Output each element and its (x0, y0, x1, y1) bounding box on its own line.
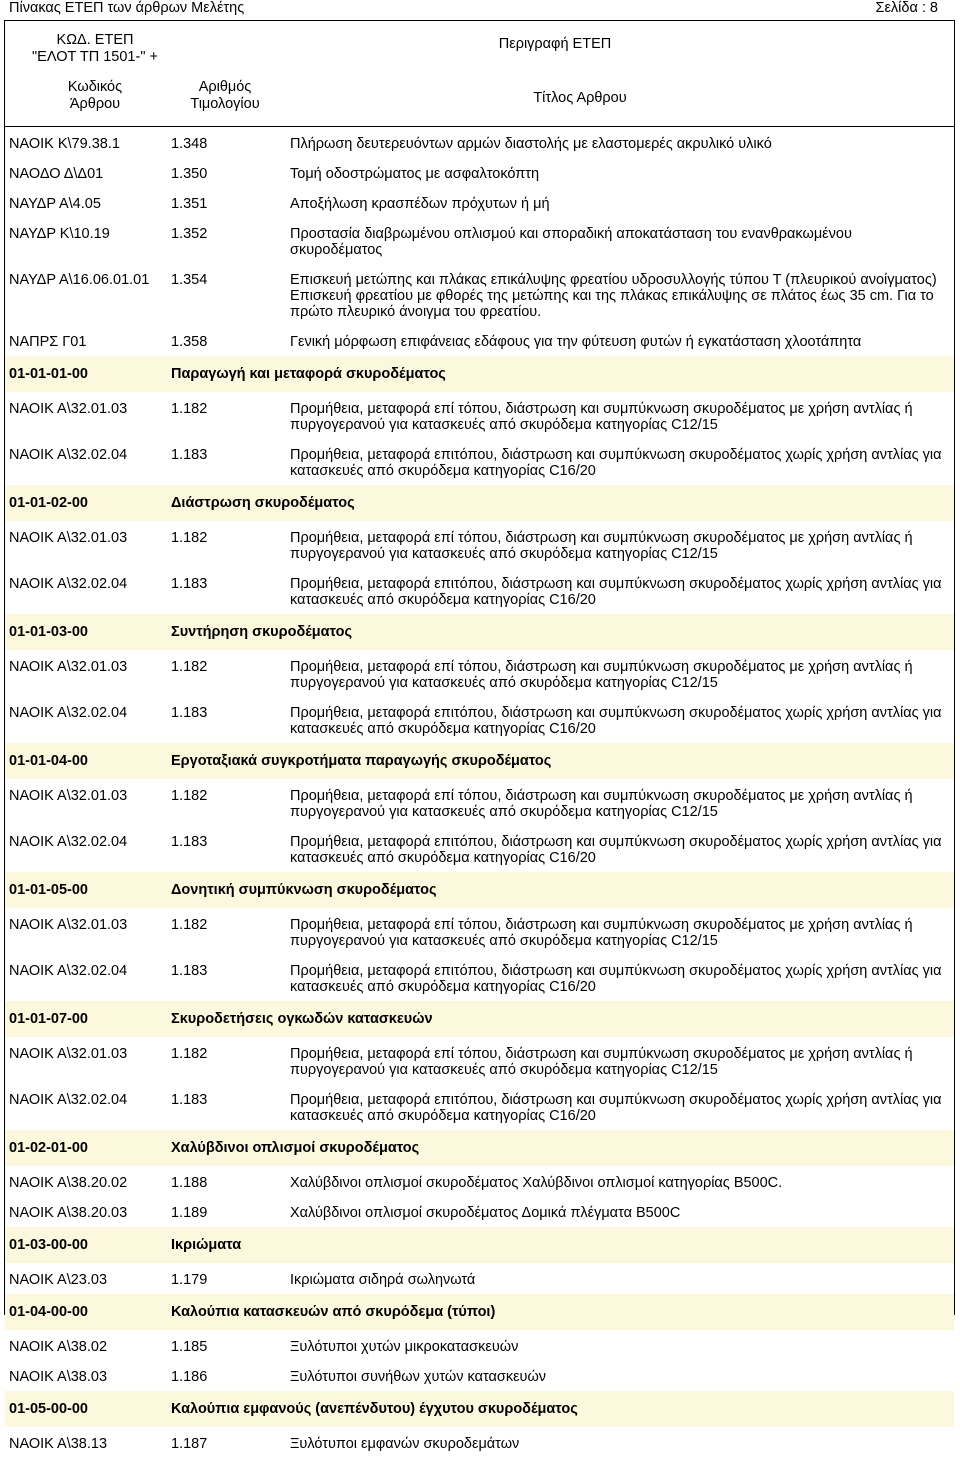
price-number: 1.183 (171, 705, 208, 721)
article-row (5, 217, 954, 263)
article-title: Πλήρωση δευτερευόντων αρμών διαστολής με ελαστομερές ακρυλικό υλικό (290, 136, 772, 152)
article-title: Προμήθεια, μεταφορά επί τόπου, διάστρωση και συμπύκνωση σκυροδέματος με χρήση αντλίας ή πυργογερανού για κατασκευές από σκυρόδεμα κατηγορίας C12/15 (290, 659, 913, 691)
article-table-body (5, 127, 954, 1457)
section-row (5, 742, 954, 779)
price-number: 1.350 (171, 166, 208, 182)
header-article-code-line2: Άρθρου (69, 96, 121, 112)
price-number: 1.189 (171, 1205, 208, 1221)
price-number: 1.183 (171, 834, 208, 850)
article-code: ΝΑΟΙΚ Α\32.02.04 (9, 963, 128, 979)
article-row (5, 1360, 954, 1390)
article-row (5, 567, 954, 613)
section-row (5, 1293, 954, 1330)
article-title: Ικριώματα σιδηρά σωληνωτά (290, 1272, 476, 1288)
price-number: 1.348 (171, 136, 208, 152)
price-number: 1.188 (171, 1175, 208, 1191)
section-row (5, 355, 954, 392)
article-title: Προμήθεια, μεταφορά επί τόπου, διάστρωση και συμπύκνωση σκυροδέματος με χρήση αντλίας ή πυργογερανού για κατασκευές από σκυρόδεμα κατηγορίας C12/15 (290, 401, 913, 433)
section-code: 01-01-01-00 (9, 366, 88, 382)
article-code: ΝΑΟΙΚ Α\38.20.03 (9, 1205, 128, 1221)
section-code: 01-01-03-00 (9, 624, 88, 640)
price-number: 1.187 (171, 1436, 208, 1452)
article-title: Προμήθεια, μεταφορά επί τόπου, διάστρωση και συμπύκνωση σκυροδέματος με χρήση αντλίας ή πυργογερανού για κατασκευές από σκυρόδεμα κατηγορίας C12/15 (290, 788, 913, 820)
article-row (5, 157, 954, 187)
section-row (5, 1226, 954, 1263)
price-number: 1.185 (171, 1339, 208, 1355)
header-price-number-line2: Τιμολογίου (190, 96, 260, 112)
section-description: Δονητική συμπύκνωση σκυροδέματος (171, 882, 437, 898)
article-title: Προμήθεια, μεταφορά επιτόπου, διάστρωση και συμπύκνωση σκυροδέματος χωρίς χρήση αντλίας για κατασκευές από σκυρόδεμα κατηγορίας C16/20 (290, 447, 942, 479)
article-row (5, 263, 954, 325)
section-description: Καλούπια εμφανούς (ανεπένδυτου) έγχυτου σκυροδέματος (171, 1401, 578, 1417)
article-title: Επισκευή μετώπης και πλάκας επικάλυψης φρεατίου υδροσυλλογής τύπου Τ (πλευρικού ανοίγματος) Επισκευή φρεατίου με φθορές της μετώπης και της πλάκας επικάλυψης σε πλάτος έως 35 cm. Για το πρώτο πλευρικό άνοιγμα του φρεατίου. (290, 272, 937, 320)
article-code: ΝΑΟΙΚ Α\32.01.03 (9, 917, 128, 933)
article-row (5, 127, 954, 157)
section-description: Χαλύβδινοι οπλισμοί σκυροδέματος (171, 1140, 420, 1156)
section-code: 01-02-01-00 (9, 1140, 88, 1156)
article-row (5, 696, 954, 742)
article-row (5, 908, 954, 954)
header-article-code-line1: Κωδικός (67, 79, 123, 95)
article-code: ΝΑΟΙΚ Α\38.13 (9, 1436, 108, 1452)
article-row (5, 1427, 954, 1457)
price-number: 1.182 (171, 917, 208, 933)
article-row (5, 1037, 954, 1083)
article-row (5, 1083, 954, 1129)
article-code: ΝΑΥΔΡ Κ\10.19 (9, 226, 110, 242)
article-code: ΝΑΟΙΚ Α\32.02.04 (9, 1092, 128, 1108)
article-row (5, 1196, 954, 1226)
price-number: 1.179 (171, 1272, 208, 1288)
article-row (5, 1330, 954, 1360)
section-code: 01-01-05-00 (9, 882, 88, 898)
article-title: Προμήθεια, μεταφορά επιτόπου, διάστρωση και συμπύκνωση σκυροδέματος χωρίς χρήση αντλίας για κατασκευές από σκυρόδεμα κατηγορίας C16/20 (290, 834, 942, 866)
price-number: 1.183 (171, 963, 208, 979)
section-description: Σκυροδετήσεις ογκωδών κατασκευών (171, 1011, 433, 1027)
header-etep-code (30, 32, 160, 66)
section-description: Εργοταξιακά συγκροτήματα παραγωγής σκυροδέματος (171, 753, 552, 769)
header-article-code (30, 79, 160, 113)
header-etep-code-line1: ΚΩΔ. ΕΤΕΠ (56, 32, 134, 48)
section-row (5, 1390, 954, 1427)
article-code: ΝΑΟΔΟ Δ\Δ01 (9, 166, 104, 182)
price-number: 1.352 (171, 226, 208, 242)
price-number: 1.182 (171, 788, 208, 804)
article-row (5, 521, 954, 567)
article-code: ΝΑΟΙΚ Α\32.02.04 (9, 834, 128, 850)
article-code: ΝΑΟΙΚ Α\32.02.04 (9, 705, 128, 721)
article-row (5, 1263, 954, 1293)
article-code: ΝΑΟΙΚ Α\32.02.04 (9, 576, 128, 592)
price-number: 1.183 (171, 447, 208, 463)
section-description: Συντήρηση σκυροδέματος (171, 624, 353, 640)
price-number: 1.351 (171, 196, 208, 212)
article-title: Τομή οδοστρώματος με ασφαλτοκόπτη (290, 166, 540, 182)
page-number: Σελίδα : 8 (875, 0, 938, 16)
article-title: Προμήθεια, μεταφορά επιτόπου, διάστρωση και συμπύκνωση σκυροδέματος χωρίς χρήση αντλίας για κατασκευές από σκυρόδεμα κατηγορίας C16/20 (290, 705, 942, 737)
section-row (5, 613, 954, 650)
header-article-title: Τίτλος Αρθρου (533, 90, 627, 106)
article-title: Προμήθεια, μεταφορά επιτόπου, διάστρωση και συμπύκνωση σκυροδέματος χωρίς χρήση αντλίας για κατασκευές από σκυρόδεμα κατηγορίας C16/20 (290, 1092, 942, 1124)
section-code: 01-01-04-00 (9, 753, 88, 769)
article-code: ΝΑΥΔΡ Α\4.05 (9, 196, 101, 212)
article-row (5, 187, 954, 217)
price-number: 1.182 (171, 659, 208, 675)
document-title: Πίνακας ΕΤΕΠ των άρθρων Μελέτης (9, 0, 245, 16)
price-number: 1.182 (171, 1046, 208, 1062)
article-code: ΝΑΥΔΡ Α\16.06.01.01 (9, 272, 150, 288)
article-title: Ξυλότυποι χυτών μικροκατασκευών (290, 1339, 519, 1355)
section-code: 01-03-00-00 (9, 1237, 88, 1253)
article-code: ΝΑΟΙΚ Α\32.01.03 (9, 401, 128, 417)
article-row (5, 325, 954, 355)
section-description: Ικριώματα (171, 1237, 242, 1253)
section-code: 01-04-00-00 (9, 1304, 88, 1320)
article-code: ΝΑΟΙΚ Κ\79.38.1 (9, 136, 120, 152)
article-code: ΝΑΟΙΚ Α\32.02.04 (9, 447, 128, 463)
section-row (5, 1000, 954, 1037)
article-row (5, 954, 954, 1000)
article-code: ΝΑΟΙΚ Α\23.03 (9, 1272, 108, 1288)
price-number: 1.182 (171, 401, 208, 417)
article-code: ΝΑΟΙΚ Α\38.03 (9, 1369, 108, 1385)
article-code: ΝΑΟΙΚ Α\32.01.03 (9, 530, 128, 546)
section-row (5, 871, 954, 908)
section-row (5, 484, 954, 521)
header-etep-description: Περιγραφή ΕΤΕΠ (498, 36, 612, 52)
price-number: 1.354 (171, 272, 208, 288)
section-description: Καλούπια κατασκευών από σκυρόδεμα (τύποι) (171, 1304, 496, 1320)
price-number: 1.358 (171, 334, 208, 350)
article-row (5, 650, 954, 696)
article-title: Χαλύβδινοι οπλισμοί σκυροδέματος Χαλύβδινοι οπλισμοί κατηγορίας B500C. (290, 1175, 783, 1191)
price-number: 1.183 (171, 576, 208, 592)
header-price-number-line1: Αριθμός (198, 79, 252, 95)
section-description: Διάστρωση σκυροδέματος (171, 495, 355, 511)
article-code: ΝΑΟΙΚ Α\32.01.03 (9, 659, 128, 675)
article-code: ΝΑΟΙΚ Α\32.01.03 (9, 1046, 128, 1062)
article-row (5, 392, 954, 438)
article-title: Γενική μόρφωση επιφάνειας εδάφους για την φύτευση φυτών ή εγκατάσταση χλοοτάπητα (290, 334, 862, 350)
article-code: ΝΑΟΙΚ Α\38.02 (9, 1339, 108, 1355)
price-number: 1.183 (171, 1092, 208, 1108)
article-title: Χαλύβδινοι οπλισμοί σκυροδέματος Δομικά πλέγματα B500C (290, 1205, 681, 1221)
article-title: Ξυλότυποι εμφανών σκυροδεμάτων (290, 1436, 520, 1452)
article-code: ΝΑΠΡΣ Γ01 (9, 334, 87, 350)
section-description: Παραγωγή και μεταφορά σκυροδέματος (171, 366, 446, 382)
section-code: 01-01-07-00 (9, 1011, 88, 1027)
article-title: Προμήθεια, μεταφορά επί τόπου, διάστρωση και συμπύκνωση σκυροδέματος με χρήση αντλίας ή πυργογερανού για κατασκευές από σκυρόδεμα κατηγορίας C12/15 (290, 530, 913, 562)
article-title: Προμήθεια, μεταφορά επιτόπου, διάστρωση και συμπύκνωση σκυροδέματος χωρίς χρήση αντλίας για κατασκευές από σκυρόδεμα κατηγορίας C16/20 (290, 576, 942, 608)
section-code: 01-01-02-00 (9, 495, 88, 511)
article-row (5, 438, 954, 484)
header-etep-code-line2: "ΕΛΟΤ ΤΠ 1501-" + (32, 49, 158, 65)
article-row (5, 1166, 954, 1196)
article-title: Προστασία διαβρωμένου οπλισμού και σποραδική αποκατάσταση του ενανθρακωμένου σκυροδέματος (290, 226, 852, 258)
article-row (5, 779, 954, 825)
article-title: Προμήθεια, μεταφορά επί τόπου, διάστρωση και συμπύκνωση σκυροδέματος με χρήση αντλίας ή πυργογερανού για κατασκευές από σκυρόδεμα κατηγορίας C12/15 (290, 917, 913, 949)
section-row (5, 1129, 954, 1166)
article-code: ΝΑΟΙΚ Α\38.20.02 (9, 1175, 128, 1191)
article-code: ΝΑΟΙΚ Α\32.01.03 (9, 788, 128, 804)
article-title: Προμήθεια, μεταφορά επιτόπου, διάστρωση και συμπύκνωση σκυροδέματος χωρίς χρήση αντλίας για κατασκευές από σκυρόδεμα κατηγορίας C16/20 (290, 963, 942, 995)
article-row (5, 825, 954, 871)
article-title: Προμήθεια, μεταφορά επί τόπου, διάστρωση και συμπύκνωση σκυροδέματος με χρήση αντλίας ή πυργογερανού για κατασκευές από σκυρόδεμα κατηγορίας C12/15 (290, 1046, 913, 1078)
article-title: Ξυλότυποι συνήθων χυτών κατασκευών (290, 1369, 547, 1385)
price-number: 1.182 (171, 530, 208, 546)
header-price-number (160, 79, 290, 113)
section-code: 01-05-00-00 (9, 1401, 88, 1417)
article-title: Αποξήλωση κρασπέδων πρόχυτων ή μή (290, 196, 550, 212)
price-number: 1.186 (171, 1369, 208, 1385)
